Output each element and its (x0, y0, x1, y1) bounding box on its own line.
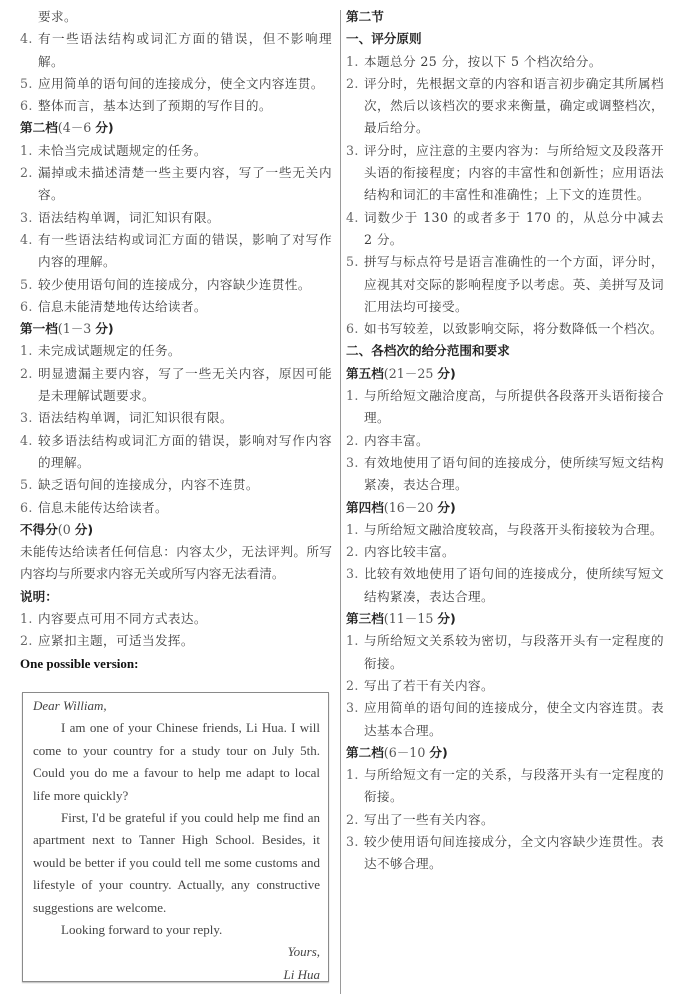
letter-signature: Li Hua (283, 966, 320, 982)
list-item: 3. 评分时，应注意的主要内容为：与所给短文及段落开头语的衔接程度；内容的丰富性和创新性；应用语法结构和词汇的丰富性和准确性；上下文的连贯性。 (346, 142, 664, 203)
principles-heading: 一、评分原则 (346, 31, 422, 47)
list-item: 4. 有一些语法结构或词汇方面的错误，但不影响理解。 (20, 31, 332, 69)
principles-list (346, 51, 664, 341)
tier-heading-2-right: 第二档(6－10 分) (346, 744, 448, 760)
letter-salutation: Dear William, (33, 698, 107, 713)
list-item: 6. 整体而言，基本达到了预期的写作目的。 (20, 98, 272, 114)
tier3-list (346, 630, 664, 741)
list-item: 2. 应紧扣主题，可适当发挥。 (20, 633, 194, 649)
list-item: 4. 较多语法结构或词汇方面的错误，影响对写作内容的理解。 (20, 432, 332, 470)
letter-paragraph: I am one of your Chinese friends, Li Hua. I will come to your country for a study tour on July 5th. Could you do me a favour to help me adapt to local life more quickly? (33, 720, 320, 803)
list-item: 1. 与所给短文关系较为密切，与段落开头有一定程度的衔接。 (346, 633, 664, 671)
tier1-list (20, 340, 332, 518)
tier-heading-2: 第二档(4－6 分) (20, 120, 114, 136)
list-item: 2. 内容比较丰富。 (346, 544, 455, 560)
left-column (20, 6, 332, 675)
list-item: 4. 词数少于 130 的或者多于 170 的，从总分中减去 2 分。 (346, 209, 664, 247)
section-title: 第二节 (346, 9, 384, 24)
ranges-heading: 二、各档次的给分范围和要求 (346, 343, 510, 359)
list-item: 2. 内容丰富。 (346, 432, 429, 448)
list-item: 2. 评分时，先根据文章的内容和语言初步确定其所属档次，然后以该档次的要求来衡量，确定或调整档次，最后给分。 (346, 75, 664, 136)
list-item: 1. 未恰当完成试题规定的任务。 (20, 142, 207, 158)
list-item: 6. 信息未能清楚地传达给读者。 (20, 298, 207, 314)
list-item: 1. 本题总分 25 分，按以下 5 个档次给分。 (346, 53, 602, 69)
list-item: 3. 有效地使用了语句间的连接成分，使所续写短文结构紧凑，表达合理。 (346, 454, 664, 493)
list-item: 3. 比较有效地使用了语句间的连接成分，使所续写短文结构紧凑，表达合理。 (346, 566, 664, 604)
column-divider (340, 10, 341, 994)
list-item: 3. 语法结构单调，词汇知识很有限。 (20, 410, 233, 426)
list-item: 5. 拼写与标点符号是语言准确性的一个方面，评分时，应视其对交际的影响程度予以考虑。英、美拼写及词汇用法均可接受。 (346, 254, 664, 314)
list-item: 3. 应用简单的语句间的连接成分，使全文内容连贯。表达基本合理。 (346, 700, 664, 738)
list-item: 2. 明显遗漏主要内容，写了一些无关内容，原因可能是未理解试题要求。 (20, 365, 332, 404)
list-item: 4. 有一些语法结构或词汇方面的错误，影响了对写作内容的理解。 (20, 231, 332, 270)
tier5-list (346, 385, 664, 496)
list-item: 1. 内容要点可用不同方式表达。 (20, 611, 207, 627)
tier-heading-1: 第一档(1－3 分) (20, 321, 114, 337)
tier2-right-list (346, 764, 664, 875)
notes-list (20, 608, 332, 653)
tier-heading-5: 第五档(21－25 分) (346, 365, 456, 381)
letter-paragraph: Looking forward to your reply. (61, 922, 223, 938)
list-item: 5. 缺乏语句间的连接成分，内容不连贯。 (20, 477, 259, 493)
letter-paragraph: First, I'd be grateful if you could help me find an apartment next to Tanner High School. Besides, it would be better if you could tell me some customs and lifestyle of your country. Actually, any constructive suggestions are welcome. (33, 810, 320, 915)
tier0-description: 未能传达给读者任何信息：内容太少，无法评判。所写内容均与所要求内容无关或所写内容无法看清。 (20, 544, 332, 582)
list-item: 6. 信息未能传达给读者。 (20, 499, 168, 515)
tier-heading-3: 第三档(11－15 分) (346, 611, 456, 627)
tier4-list (346, 519, 664, 608)
sample-letter-box (22, 692, 329, 982)
list-item: 5. 较少使用语句间的连接成分，内容缺少连贯性。 (20, 276, 311, 292)
list-item: 1. 与所给短文融洽度高，与所提供各段落开头语衔接合理。 (346, 388, 664, 426)
top-items-list (20, 28, 332, 117)
continuation-text: 要求。 (38, 9, 77, 24)
list-item: 3. 较少使用语句间连接成分，全文内容缺少连贯性。表达不够合理。 (346, 833, 664, 872)
list-item: 1. 与所给短文融洽度较高，与段落开头衔接较为合理。 (346, 521, 663, 537)
version-label: One possible version: (20, 655, 139, 671)
list-item: 1. 与所给短文有一定的关系，与段落开头有一定程度的衔接。 (346, 767, 664, 805)
letter-closing: Yours, (287, 944, 320, 960)
right-column (346, 6, 664, 876)
tier2-list (20, 140, 332, 318)
list-item: 2. 漏掉或未描述清楚一些主要内容，写了一些无关内容。 (20, 165, 332, 203)
tier-heading-0: 不得分(0 分) (20, 521, 94, 537)
list-item: 1. 未完成试题规定的任务。 (20, 343, 181, 359)
tier-heading-4: 第四档(16－20 分) (346, 499, 456, 515)
list-item: 2. 写出了一些有关内容。 (346, 811, 494, 827)
list-item: 3. 语法结构单调，词汇知识有限。 (20, 209, 220, 225)
list-item: 2. 写出了若干有关内容。 (346, 677, 494, 693)
notes-heading: 说明： (20, 588, 58, 604)
list-item: 6. 如书写较差，以致影响交际，将分数降低一个档次。 (346, 321, 663, 337)
list-item: 5. 应用简单的语句间的连接成分，使全文内容连贯。 (20, 75, 324, 91)
